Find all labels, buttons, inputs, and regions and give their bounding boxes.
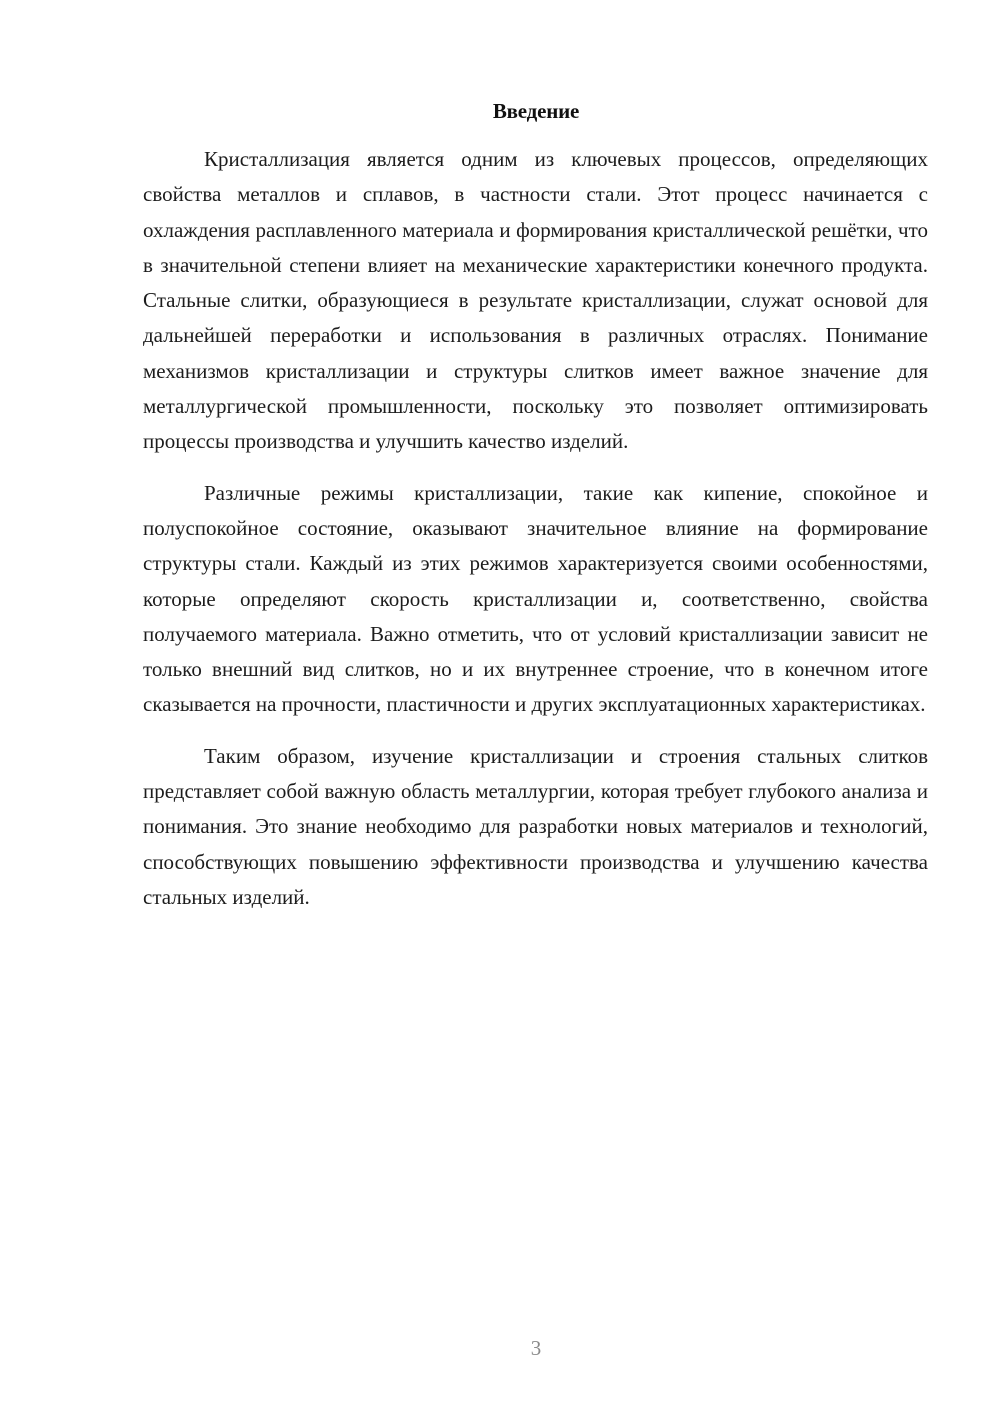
paragraph-1: Кристаллизация является одним из ключевых процессов, определяющих свойства металлов и сплавов, в частности стали. Этот процесс начинается с охлаждения расплавленного материала и формирования кристаллической решётки, что в значительной степени влияет на механические характеристики конечного продукта. Стальные слитки, образующиеся в результате кристаллизации, служат основой для дальнейшей переработки и использования в различных отраслях. Понимание механизмов кристаллизации и структуры слитков имеет важное значение для металлургической промышленности, поскольку это позволяет оптимизировать процессы производства и улучшить качество изделий. (143, 147, 928, 454)
paragraph-2: Различные режимы кристаллизации, такие как кипение, спокойное и полуспокойное состояние, оказывают значительное влияние на формирование структуры стали. Каждый из этих режимов характеризуется своими особенностями, которые определяют скорость кристаллизации и, соответственно, свойства получаемого материала. Важно отметить, что от условий кристаллизации зависит не только внешний вид слитков, но и их внутреннее строение, что в конечном итоге сказывается на прочности, пластичности и других эксплуатационных характеристиках. (143, 480, 928, 717)
page-number: 3 (530, 1336, 542, 1360)
paragraph-3: Таким образом, изучение кристаллизации и строения стальных слитков представляет собой важную область металлургии, которая требует глубокого анализа и понимания. Это знание необходимо для разработки новых материалов и технологий, способствующих повышению эффективности производства и улучшению качества стальных изделий. (143, 743, 928, 909)
page-title: Введение (492, 99, 580, 123)
document-body (143, 142, 928, 931)
